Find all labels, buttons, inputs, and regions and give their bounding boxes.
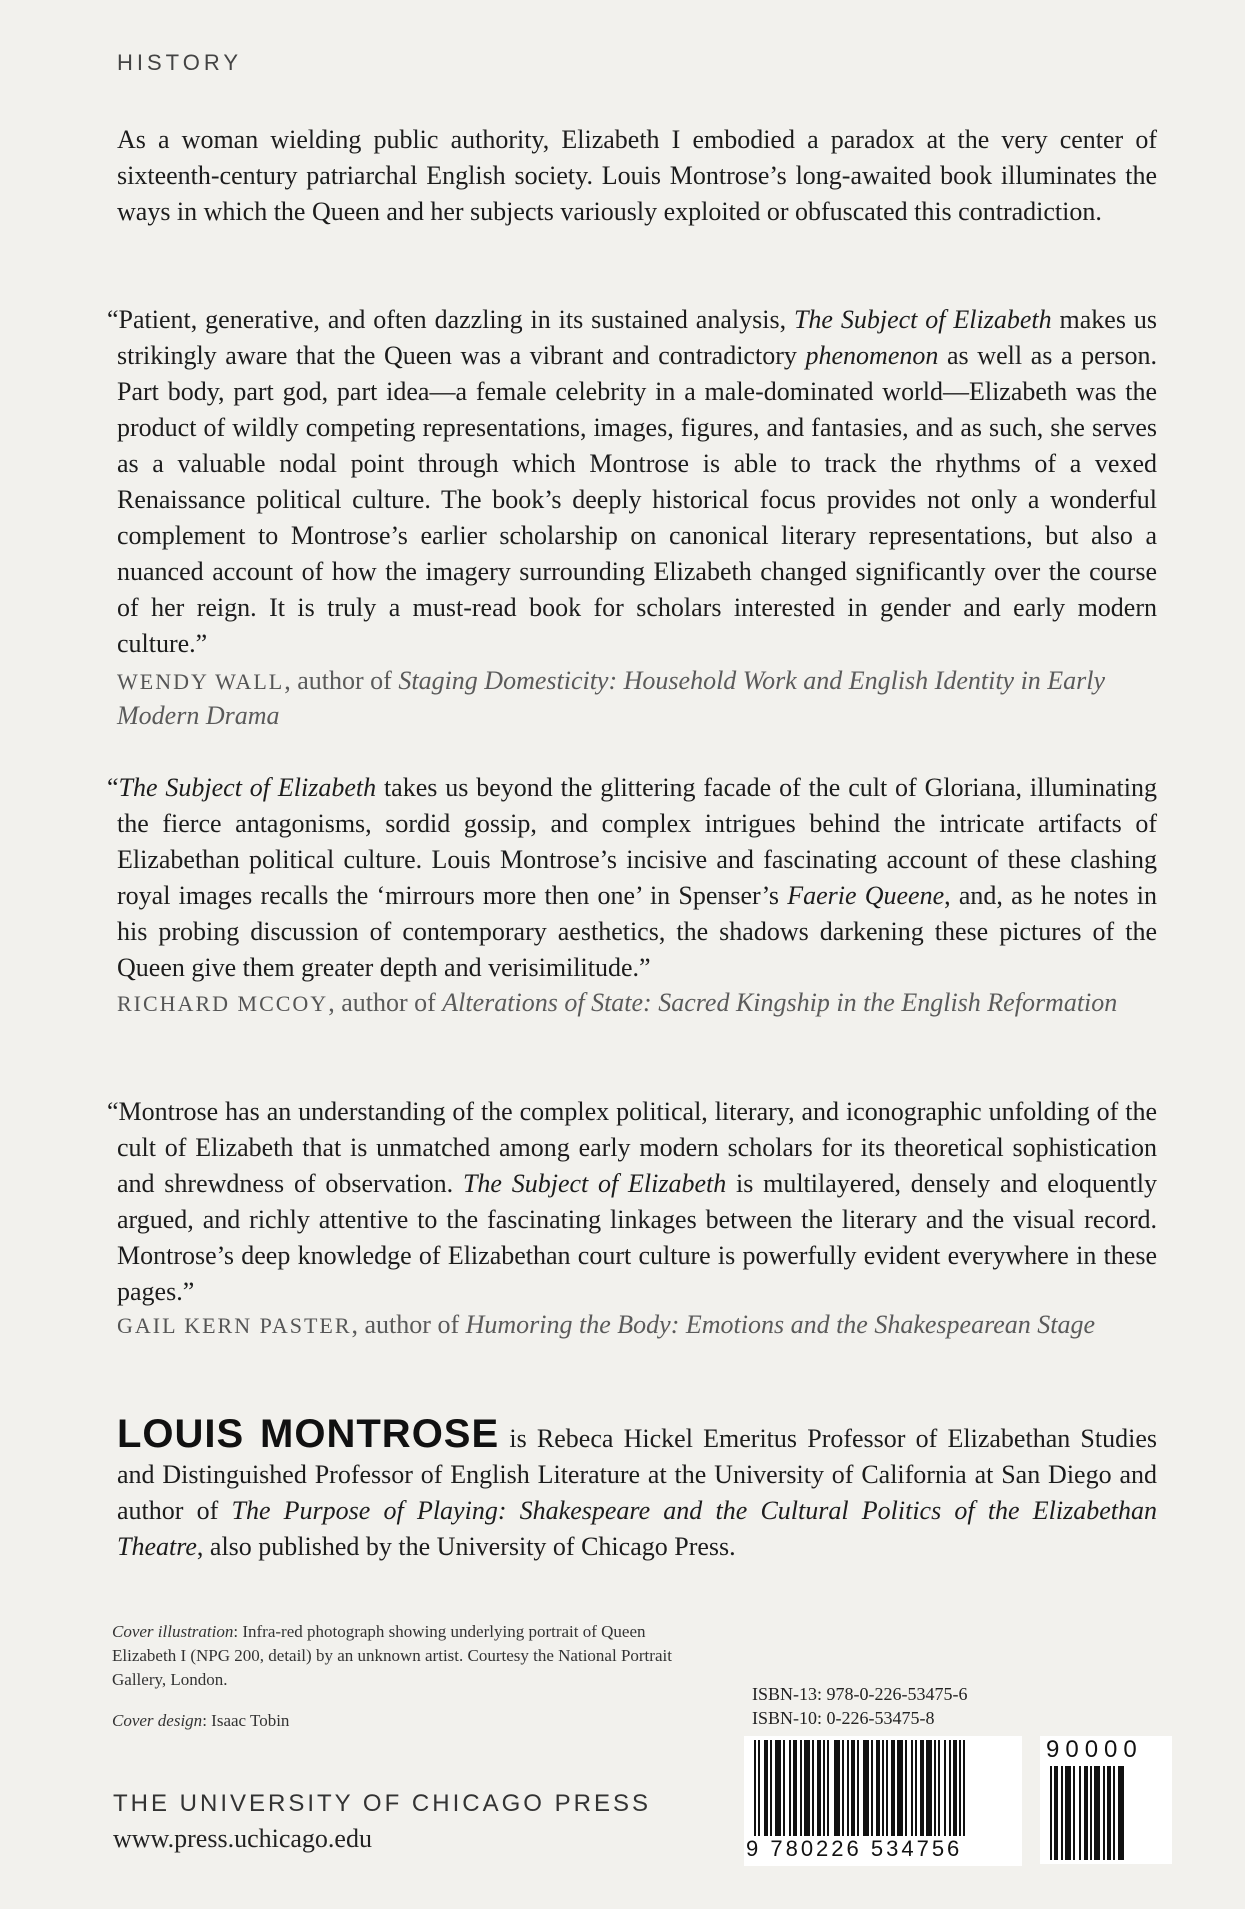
barcode-bar bbox=[800, 1740, 802, 1836]
barcode-bar bbox=[953, 1740, 957, 1836]
barcode-bar bbox=[882, 1740, 884, 1836]
barcode-bar bbox=[1118, 1766, 1124, 1860]
barcode-bar bbox=[1113, 1766, 1115, 1860]
barcode-bar bbox=[963, 1740, 965, 1836]
barcode-bar bbox=[897, 1740, 903, 1836]
barcode-bar bbox=[1079, 1766, 1081, 1860]
blurb-3-attribution: GAIL KERN PASTER, author of Humoring the Body: Emotions and the Shakespearean Stage bbox=[117, 1310, 1096, 1339]
barcode bbox=[744, 1736, 1022, 1866]
barcode-bar bbox=[949, 1740, 951, 1836]
barcode-bar bbox=[842, 1740, 844, 1836]
isbn-10: ISBN-10: 0-226-53475-8 bbox=[752, 1708, 935, 1728]
barcode-bar bbox=[1107, 1766, 1111, 1860]
barcode-bar bbox=[905, 1740, 907, 1836]
barcode-bar bbox=[934, 1740, 936, 1836]
barcode-bar bbox=[1103, 1766, 1105, 1860]
blurb-3-author: GAIL KERN PASTER bbox=[117, 1313, 352, 1338]
barcode-bar bbox=[891, 1740, 895, 1836]
barcode-bar bbox=[754, 1740, 756, 1836]
barcode-bar bbox=[915, 1740, 917, 1836]
author-bio: LOUIS MONTROSE is Rebeca Hickel Emeritus Professor of Elizabethan Studies and Distinguished Professor of English Literature at the University of California at San Diego and author of The Purpose of Playing: Shakespeare and the Cultural Politics of the Elizabethan Theatre, also published by the University of Chicago Press. bbox=[117, 1412, 1158, 1561]
blurb-3-text: “Montrose has an understanding of the complex political, literary, and iconographic unfolding of the cult of Elizabeth that is unmatched among early modern scholars for its theoretical sophistication and shrewdness of observation. The Subject of Elizabeth is multilayered, densely and eloquently argued, and richly attentive to the fascinating linkages between the literary and the visual record. Montrose’s deep knowledge of Elizabethan court culture is powerfully evident everywhere in these pages.” bbox=[107, 1097, 1158, 1306]
barcode-bar bbox=[944, 1740, 946, 1836]
barcode-bar bbox=[758, 1740, 760, 1836]
barcode-bar bbox=[775, 1740, 781, 1836]
barcode-bar bbox=[1084, 1766, 1088, 1860]
barcode-bar bbox=[793, 1740, 797, 1836]
book-title: phenomenon bbox=[805, 341, 939, 370]
barcode-bar bbox=[834, 1740, 840, 1836]
barcode-bar bbox=[1061, 1766, 1063, 1860]
intro-paragraph: As a woman wielding public authority, Elizabeth I embodied a paradox at the very center of sixteenth-century patriarchal English society. Louis Montrose’s long-awaited book illuminates the ways in which the Queen and her subjects variously exploited or obfuscated this contradiction. bbox=[117, 125, 1157, 226]
barcode-bar bbox=[959, 1740, 961, 1836]
barcode-bar bbox=[783, 1740, 785, 1836]
blurb-2-text: “The Subject of Elizabeth takes us beyond the glittering facade of the cult of Gloriana, illuminating the fierce antagonisms, sordid gossip, and complex intrigues behind the intricate artifacts of Elizabethan political culture. Louis Montrose’s incisive and fascinating account of these clashing royal images recalls the ‘mirrours more then one’ in Spenser’s Faerie Queene, and, as he notes in his probing discussion of contemporary aesthetics, the shadows darkening these pictures of the Queen give them greater depth and verisimilitude.” bbox=[107, 773, 1157, 982]
barcode-bar bbox=[1065, 1766, 1071, 1860]
blurb-1-author: WENDY WALL bbox=[117, 669, 285, 694]
barcode-bar bbox=[789, 1740, 791, 1836]
blurb-1-attribution: WENDY WALL, author of Staging Domesticity: Household Work and English Identity in Early Modern Drama bbox=[117, 666, 1106, 730]
book-title: The Subject of Elizabeth bbox=[793, 305, 1052, 334]
cover-illustration-credit: Cover illustration: Infra-red photograph showing underlying portrait of Queen Elizabeth I (NPG 200, detail) by an unknown artist. Courtesy the National Portrait Gallery, London. bbox=[112, 1622, 672, 1689]
barcode-bar bbox=[1073, 1766, 1075, 1860]
barcode-bar bbox=[823, 1740, 825, 1836]
barcode-bar bbox=[764, 1740, 768, 1836]
author-book: The Purpose of Playing: Shakespeare and the Cultural Politics of the Elizabethan Theatre bbox=[117, 1496, 1157, 1561]
barcode-bar bbox=[926, 1740, 932, 1836]
barcode-bar bbox=[1054, 1766, 1058, 1860]
price-barcode bbox=[1040, 1736, 1172, 1864]
publisher-website[interactable]: www.press.uchicago.edu bbox=[113, 1824, 372, 1853]
isbn-13: ISBN-13: 978-0-226-53475-6 bbox=[752, 1684, 968, 1704]
barcode-bar bbox=[770, 1740, 772, 1836]
price-barcode-bars bbox=[1050, 1766, 1162, 1860]
publisher-name: THE UNIVERSITY OF CHICAGO PRESS bbox=[113, 1790, 651, 1817]
book-title: The Subject of Elizabeth bbox=[462, 1169, 727, 1198]
blurb-2-work: Alterations of State: Sacred Kingship in the English Reformation bbox=[442, 988, 1118, 1017]
barcode-bar bbox=[886, 1740, 888, 1836]
barcode-bars bbox=[754, 1740, 1012, 1836]
price-code: 90000 bbox=[1046, 1736, 1143, 1763]
barcode-bar bbox=[863, 1740, 869, 1836]
barcode-bar bbox=[851, 1740, 855, 1836]
barcode-bar bbox=[911, 1740, 913, 1836]
barcode-bar bbox=[804, 1740, 810, 1836]
barcode-bar bbox=[827, 1740, 829, 1836]
book-title: The Subject of Elizabeth bbox=[118, 773, 377, 802]
blurb-3-work: Humoring the Body: Emotions and the Shakespearean Stage bbox=[465, 1310, 1096, 1339]
book-title: Faerie Queene bbox=[787, 881, 945, 910]
barcode-bar bbox=[1094, 1766, 1100, 1860]
blurb-2-attribution: RICHARD MCCOY, author of Alterations of State: Sacred Kingship in the English Reformation bbox=[117, 988, 1118, 1017]
barcode-bar bbox=[1090, 1766, 1092, 1860]
barcode-digits: 9 780226 534756 bbox=[746, 1836, 963, 1861]
barcode-bar bbox=[812, 1740, 814, 1836]
author-name: LOUIS MONTROSE bbox=[117, 1412, 500, 1456]
cover-design-credit: Cover design: Isaac Tobin bbox=[112, 1711, 290, 1730]
barcode-bar bbox=[847, 1740, 849, 1836]
barcode-bar bbox=[817, 1740, 821, 1836]
blurb-1-text: “Patient, generative, and often dazzling in its sustained analysis, The Subject of Elizabeth makes us strikingly aware that the Queen was a vibrant and contradictory phenomenon as well as a person. Part body, part god, part idea—a female celebrity in a male-dominated world—Elizabeth was the product of wildly competing representations, images, figures, and fantasies, and as such, she serves as a valuable nodal point through which Montrose is able to track the rhythms of a vexed Renaissance political culture. The book’s deeply historical focus provides not only a wonderful complement to Montrose’s earlier scholarship on canonical literary representations, but also a nuanced account of how the imagery surrounding Elizabeth changed significantly over the course of her reign. It is truly a must-read book for scholars interested in gender and early modern culture.” bbox=[107, 305, 1157, 658]
barcode-bar bbox=[857, 1740, 859, 1836]
barcode-bar bbox=[871, 1740, 873, 1836]
barcode-bar bbox=[920, 1740, 924, 1836]
blurb-1-work: Staging Domesticity: Household Work and English Identity in Early Modern Drama bbox=[117, 666, 1106, 730]
barcode-bar bbox=[938, 1740, 940, 1836]
barcode-bar bbox=[1050, 1766, 1052, 1860]
category-label: HISTORY bbox=[117, 50, 242, 75]
barcode-bar bbox=[876, 1740, 880, 1836]
blurb-2-author: RICHARD MCCOY bbox=[117, 991, 329, 1016]
